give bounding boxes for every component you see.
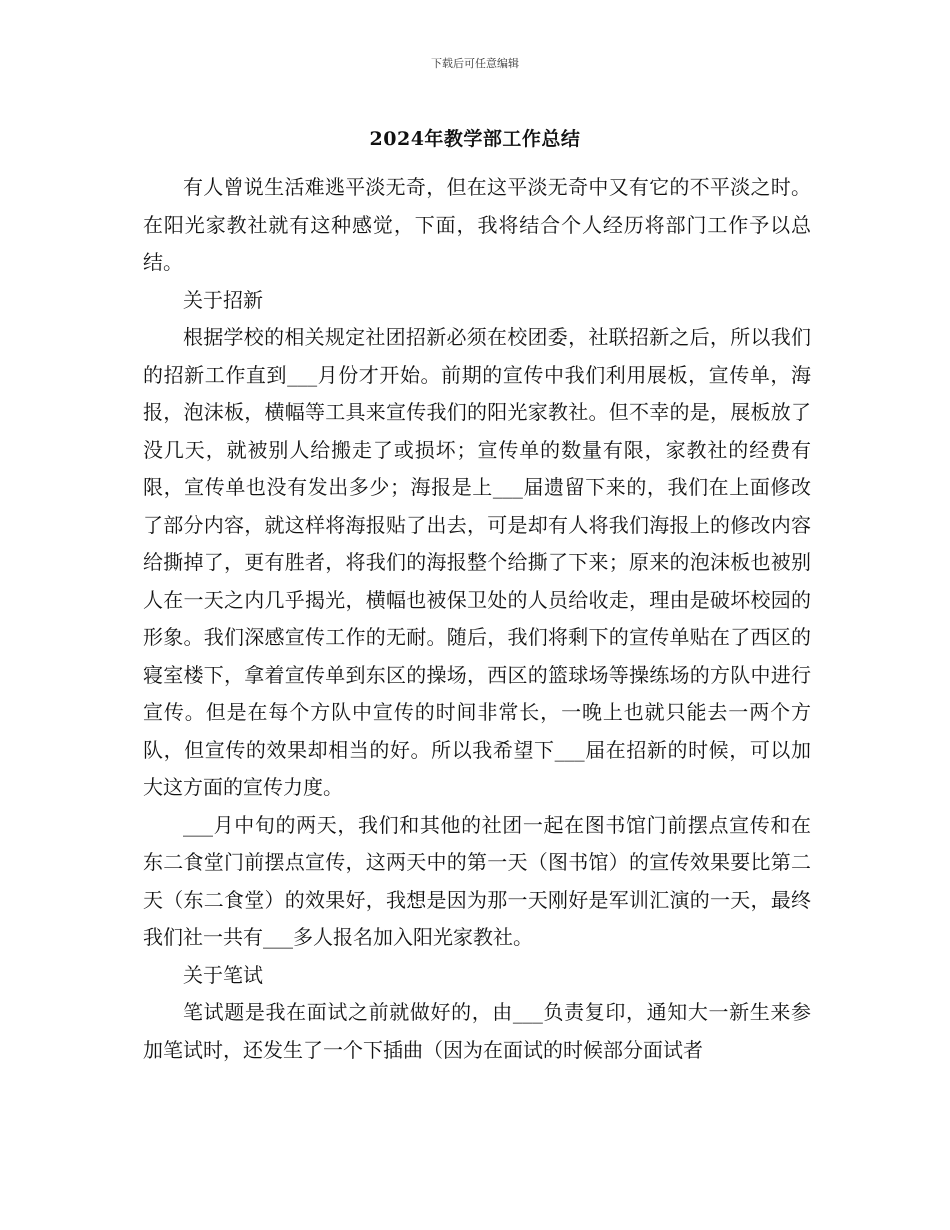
document-body — [143, 169, 811, 1069]
section-heading-recruitment: 关于招新 — [183, 287, 263, 312]
paragraph-booth-promotion: ___月中旬的两天，我们和其他的社团一起在图书馆门前摆点宣传和在东二食堂门前摆点宣传，这两天中的第一天（图书馆）的宣传效果要比第二天（东二食堂）的效果好，我想是因为那一天刚好是军训汇演的一天，最终我们社一共有___多人报名加入阳光家教社。 — [143, 812, 811, 949]
section-heading-written-test: 关于笔试 — [183, 962, 263, 987]
paragraph-intro: 有人曾说生活难逃平淡无奇，但在这平淡无奇中又有它的不平淡之时。在阳光家教社就有这种感觉，下面，我将结合个人经历将部门工作予以总结。 — [143, 175, 811, 274]
page-header-note: 下载后可任意编辑 — [431, 57, 519, 70]
paragraph-written-test: 笔试题是我在面试之前就做好的，由___负责复印，通知大一新生来参加笔试时，还发生了一个下插曲（因为在面试的时候部分面试者 — [143, 1000, 811, 1062]
document-title: 2024年教学部工作总结 — [369, 128, 581, 150]
paragraph-recruitment: 根据学校的相关规定社团招新必须在校团委，社联招新之后，所以我们的招新工作直到___月份才开始。前期的宣传中我们利用展板，宣传单，海报，泡沫板，横幅等工具来宣传我们的阳光家教社。但不幸的是，展板放了没几天，就被别人给搬走了或损坏；宣传单的数量有限，家教社的经费有限，宣传单也没有发出多少；海报是上___届遗留下来的，我们在上面修改了部分内容，就这样将海报贴了出去，可是却有人将我们海报上的修改内容给撕掉了，更有胜者，将我们的海报整个给撕了下来；原来的泡沫板也被别人在一天之内几乎揭光，横幅也被保卫处的人员给收走，理由是破坏校园的形象。我们深感宣传工作的无耐。随后，我们将剩下的宣传单贴在了西区的寝室楼下，拿着宣传单到东区的操场，西区的篮球场等操练场的方队中进行宣传。但是在每个方队中宣传的时间非常长，一晚上也就只能去一两个方队，但宣传的效果却相当的好。所以我希望下___届在招新的时候，可以加大这方面的宣传力度。 — [143, 325, 811, 799]
